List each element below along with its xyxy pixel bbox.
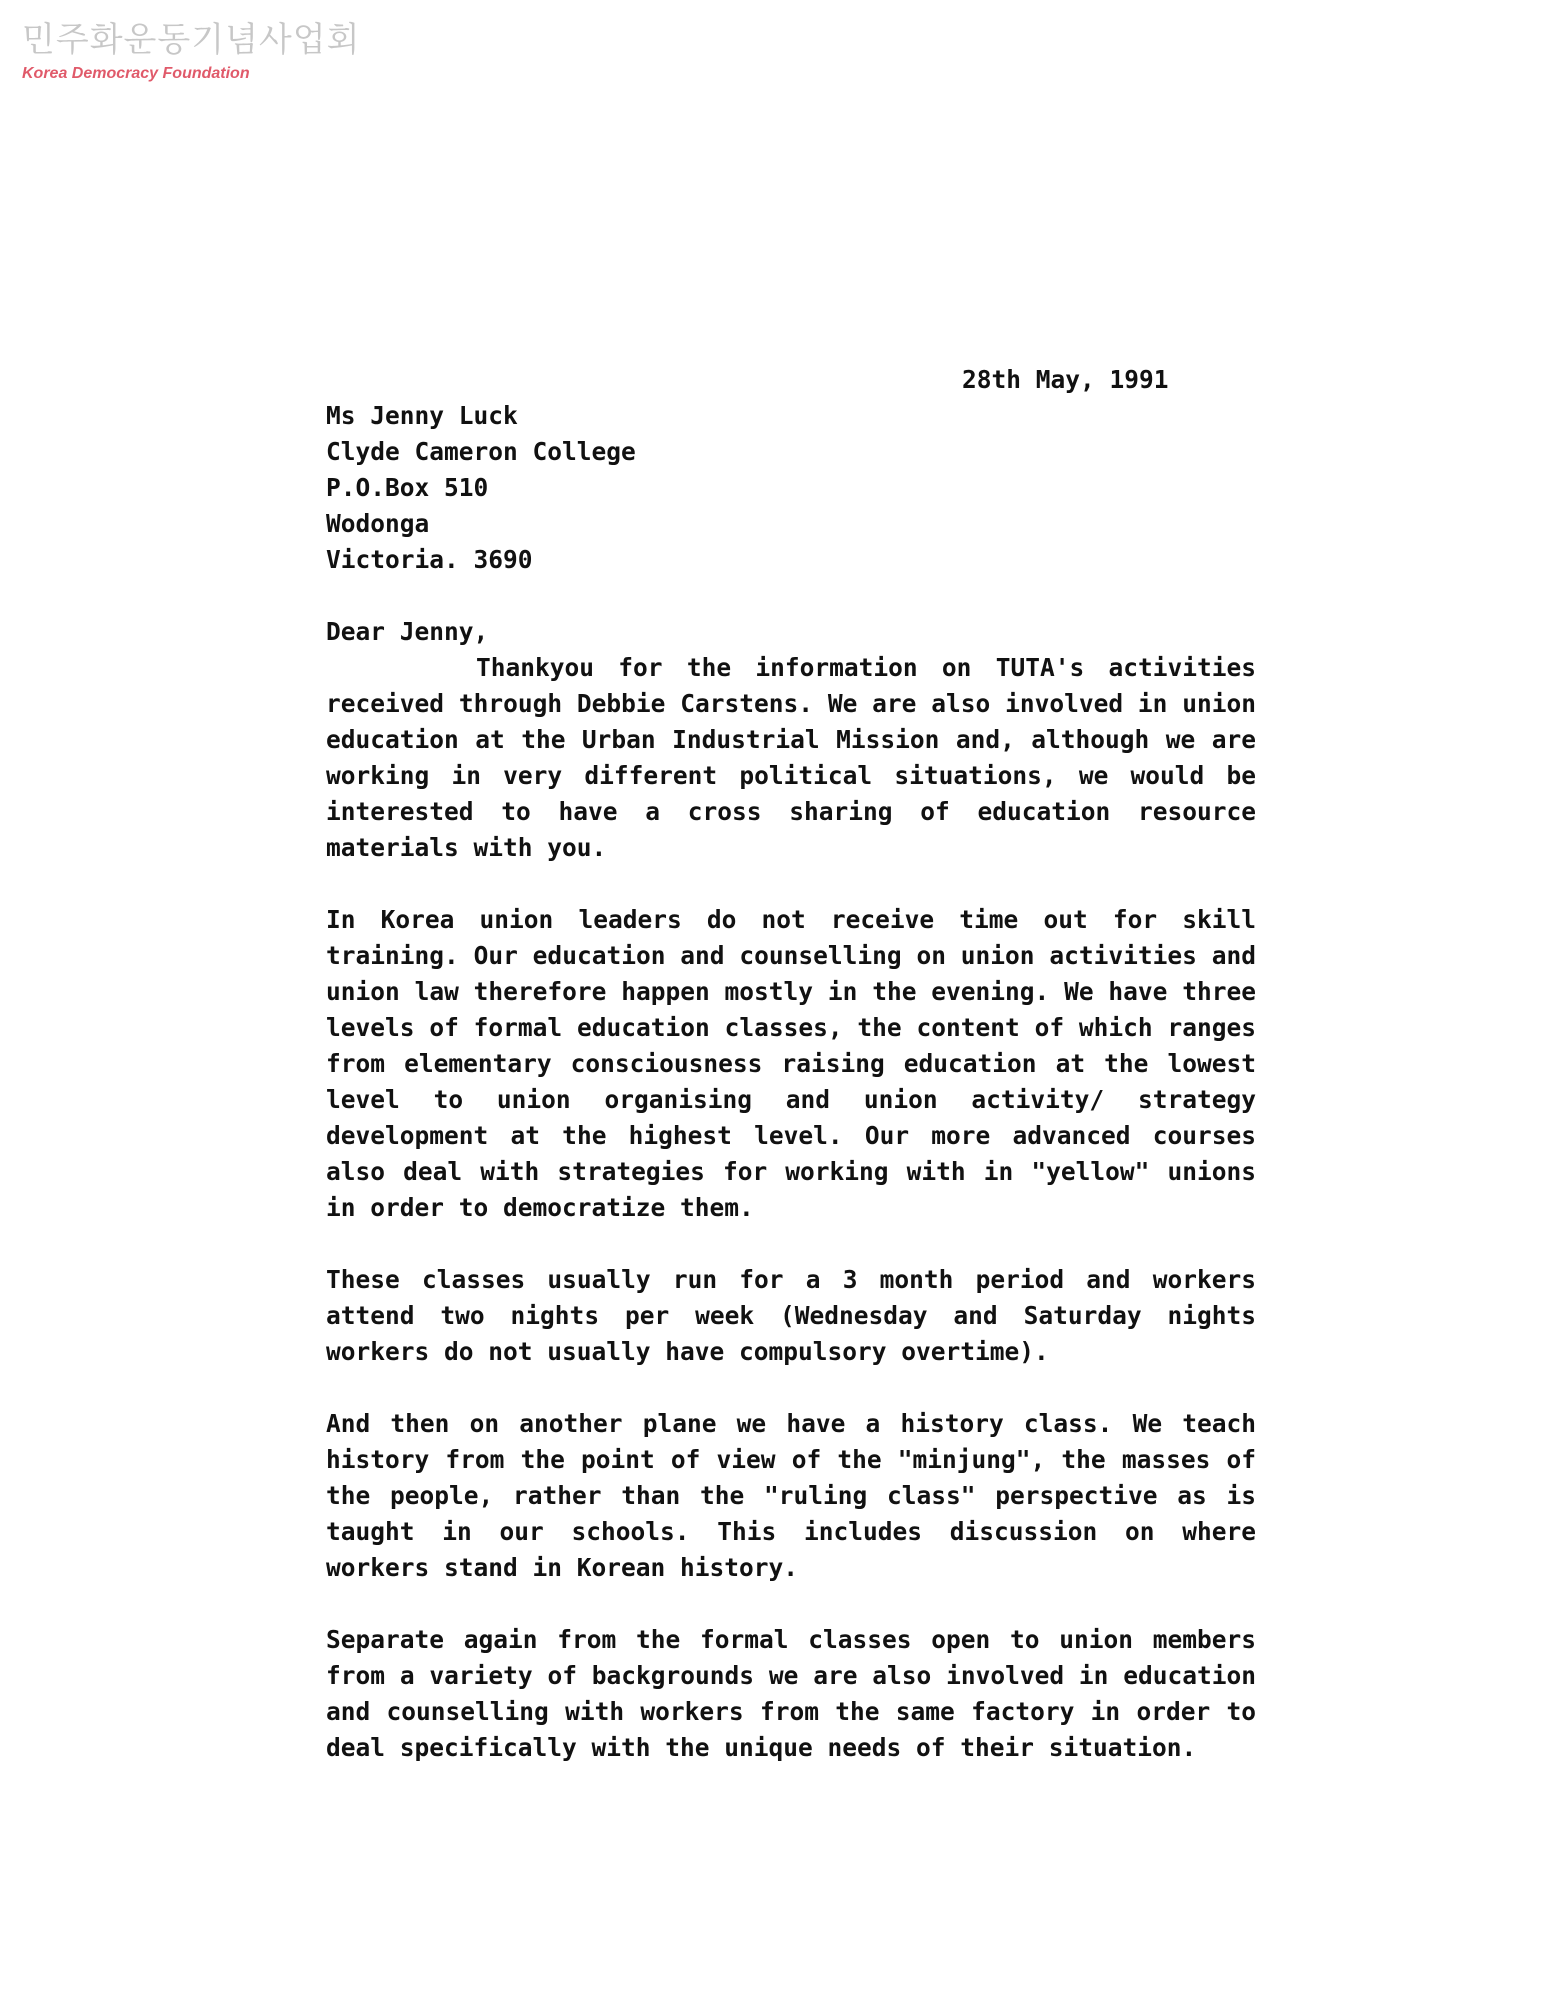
letter-body xyxy=(326,362,1256,1802)
watermark-logo xyxy=(22,18,361,84)
paragraph-class-schedule: These classes usually run for a 3 month period and workers attend two nights per week (Wednesday and Saturday nights workers do not usually have compulsory overtime). xyxy=(326,1265,1256,1366)
paragraph-education-levels: In Korea union leaders do not receive time out for skill training. Our education and counselling on union activities and union law therefore happen mostly in the evening. We have three levels of formal education classes, the content of which ranges from elementary consciousness raising education at the lowest level to union organising and union activity/ strategy development at the highest level. Our more advanced courses also deal with strategies for working with in "yellow" unions in order to democratize them. xyxy=(326,905,1256,1222)
address-line: Clyde Cameron College xyxy=(326,437,636,466)
paragraph-history-class: And then on another plane we have a history class. We teach history from the point of view of the "minjung", the masses of the people, rather than the "ruling class" perspective as is taught in our schools. This includes discussion on where workers stand in Korean history. xyxy=(326,1409,1256,1582)
letter-date: 28th May, 1991 xyxy=(962,365,1169,394)
address-line: P.O.Box 510 xyxy=(326,473,489,502)
salutation: Dear Jenny, xyxy=(326,617,489,646)
address-line: Ms Jenny Luck xyxy=(326,401,518,430)
recipient-address xyxy=(326,398,1256,578)
address-line: Wodonga xyxy=(326,509,430,538)
paragraph-factory-counselling: Separate again from the formal classes open to union members from a variety of backgrounds we are also involved in education and counselling with workers from the same factory in order to deal specifically with the unique needs of their situation. xyxy=(326,1625,1256,1762)
watermark-korean-text: 민주화운동기념사업회 xyxy=(22,20,361,60)
paragraph-intro: Thankyou for the information on TUTA's activities received through Debbie Carstens. We are also involved in union education at the Urban Industrial Mission and, although we are working in very different political situations, we would be interested to have a cross sharing of education resource materials with you. xyxy=(326,653,1256,862)
address-line: Victoria. 3690 xyxy=(326,545,533,574)
watermark-english-text: Korea Democracy Foundation xyxy=(22,65,250,82)
